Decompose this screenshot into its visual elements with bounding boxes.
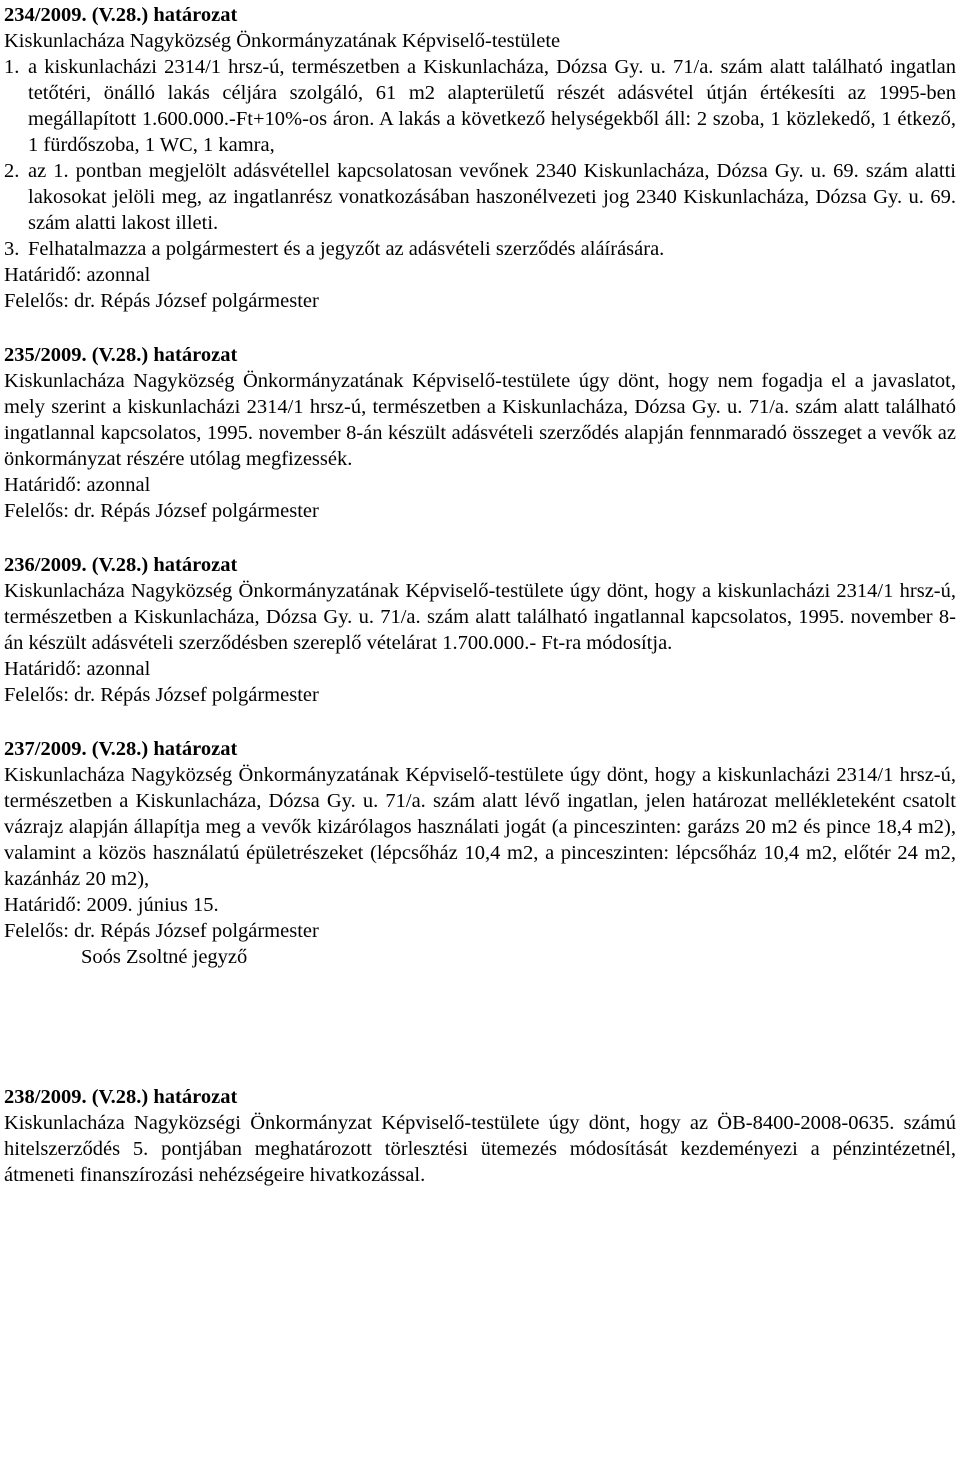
signature-line: Soós Zsoltné jegyző	[81, 946, 248, 968]
list-item-number: 1.	[4, 56, 20, 78]
deadline-line: Határidő: azonnal	[4, 474, 151, 496]
responsible-line: Felelős: dr. Répás József polgármester	[4, 290, 319, 312]
resolution-title: 236/2009. (V.28.) határozat	[4, 554, 238, 576]
resolution-title: 237/2009. (V.28.) határozat	[4, 738, 238, 760]
spacer	[4, 970, 956, 1084]
deadline-line: Határidő: azonnal	[4, 658, 151, 680]
resolution-intro: Kiskunlacháza Nagyközség Önkormányzatának Képviselő-testülete	[4, 30, 561, 52]
spacer	[4, 524, 956, 552]
resolution-body: Kiskunlacháza Nagyközségi Önkormányzat Képviselő-testülete úgy dönt, hogy az ÖB-8400-2008-0635. számú hitelszerződés 5. pontjában meghatározott törlesztési ütemezés módosítását kezdeményezi a pénzintézetnél, átmeneti finanszírozási nehézségeire hivatkozással.	[4, 1112, 956, 1186]
resolution-236	[4, 552, 956, 708]
resolution-234	[4, 2, 956, 314]
resolution-235	[4, 342, 956, 524]
resolution-237	[4, 736, 956, 970]
resolution-title: 234/2009. (V.28.) határozat	[4, 4, 238, 26]
deadline-line: Határidő: 2009. június 15.	[4, 894, 219, 916]
resolution-title: 238/2009. (V.28.) határozat	[4, 1086, 238, 1108]
spacer	[4, 314, 956, 342]
spacer	[4, 708, 956, 736]
resolution-body: Kiskunlacháza Nagyközség Önkormányzatának Képviselő-testülete úgy dönt, hogy a kiskunlacházi 2314/1 hrsz-ú, természetben a Kiskunlacháza, Dózsa Gy. u. 71/a. szám alatt lévő ingatlan, jelen határozat mellékleteként csatolt vázrajz alapján állapítja meg a vevők kizárólagos használati jogát (a pinceszinten: garázs 20 m2 és pince 18,4 m2), valamint a közös használatú épületrészeket (lépcsőház 10,4 m2, a pinceszinten: lépcsőház 10,4 m2, előtér 24 m2, kazánház 20 m2),	[4, 764, 956, 890]
resolution-title: 235/2009. (V.28.) határozat	[4, 344, 238, 366]
responsible-line: Felelős: dr. Répás József polgármester	[4, 684, 319, 706]
list-item-text: az 1. pontban megjelölt adásvétellel kapcsolatosan vevőnek 2340 Kiskunlacháza, Dózsa Gy. u. 69. szám alatti lakosokat jelöli meg, az ingatlanrész vonatkozásában haszonélvezeti jog 2340 Kiskunlacháza, Dózsa Gy. u. 69. szám alatti lakost illeti.	[28, 160, 956, 234]
resolution-238	[4, 1084, 956, 1188]
list-item-text: Felhatalmazza a polgármestert és a jegyzőt az adásvételi szerződés aláírására.	[28, 238, 665, 260]
responsible-line: Felelős: dr. Répás József polgármester	[4, 920, 319, 942]
list-item-number: 3.	[4, 238, 20, 260]
list-item-text: a kiskunlacházi 2314/1 hrsz-ú, természetben a Kiskunlacháza, Dózsa Gy. u. 71/a. szám alatt található ingatlan tetőtéri, önálló lakás céljára szolgáló, 61 m2 alapterületű részét adásvétel útján értékesíti az 1995-ben megállapított 1.600.000.-Ft+10%-os áron. A lakás a következő helységekből áll: 2 szoba, 1 közlekedő, 1 étkező, 1 fürdőszoba, 1 WC, 1 kamra,	[28, 56, 956, 156]
document-page	[4, 2, 956, 1188]
list-item	[4, 236, 956, 262]
responsible-line: Felelős: dr. Répás József polgármester	[4, 500, 319, 522]
resolution-body: Kiskunlacháza Nagyközség Önkormányzatának Képviselő-testülete úgy dönt, hogy nem fogadja el a javaslatot, mely szerint a kiskunlacházi 2314/1 hrsz-ú, természetben a Kiskunlacháza, Dózsa Gy. u. 71/a. szám alatt található ingatlannal kapcsolatos, 1995. november 8-án készült adásvételi szerződés alapján fennmaradó összeget a vevők az önkormányzat részére utólag megfizessék.	[4, 370, 956, 470]
list-item-number: 2.	[4, 160, 20, 182]
resolution-body: Kiskunlacháza Nagyközség Önkormányzatának Képviselő-testülete úgy dönt, hogy a kiskunlacházi 2314/1 hrsz-ú, természetben a Kiskunlacháza, Dózsa Gy. u. 71/a. szám alatt található ingatlannal kapcsolatos, 1995. november 8-án készült adásvételi szerződésben szereplő vételárat 1.700.000.- Ft-ra módosítja.	[4, 580, 956, 654]
deadline-line: Határidő: azonnal	[4, 264, 151, 286]
list-item	[4, 158, 956, 236]
list-item	[4, 54, 956, 158]
